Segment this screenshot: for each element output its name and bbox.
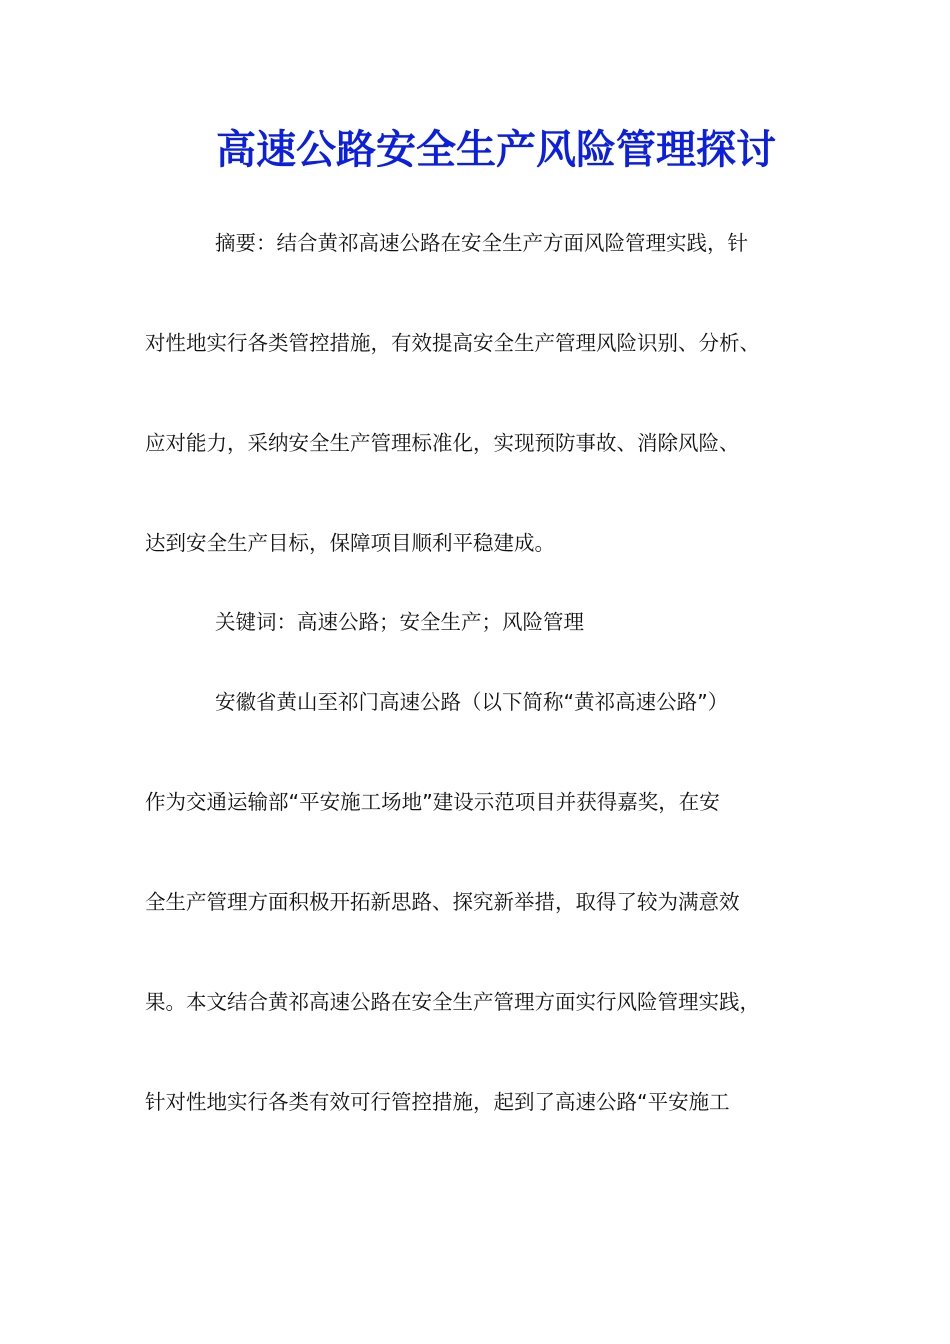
abstract-line-3: 应对能力，采纳安全生产管理标准化，实现预防事故、消除风险、	[145, 431, 740, 455]
body-line-2: 作为交通运输部“平安施工场地”建设示范项目并获得嘉奖，在安	[145, 790, 720, 814]
document-title: 高速公路安全生产风险管理探讨	[216, 126, 776, 173]
abstract-line-2: 对性地实行各类管控措施，有效提高安全生产管理风险识别、分析、	[145, 331, 760, 355]
body-line-5: 针对性地实行各类有效可行管控措施，起到了高速公路“平安施工	[145, 1090, 730, 1114]
abstract-line-1: 摘要：结合黄祁高速公路在安全生产方面风险管理实践，针	[215, 231, 748, 255]
keywords-line: 关键词：高速公路；安全生产；风险管理	[215, 610, 584, 634]
body-line-3: 全生产管理方面积极开拓新思路、探究新举措，取得了较为满意效	[145, 890, 740, 914]
abstract-line-4: 达到安全生产目标，保障项目顺利平稳建成。	[145, 531, 555, 555]
body-line-4: 果。本文结合黄祁高速公路在安全生产管理方面实行风险管理实践，	[145, 990, 760, 1014]
body-line-1: 安徽省黄山至祁门高速公路（以下简称“黄祁高速公路”）	[215, 690, 729, 714]
